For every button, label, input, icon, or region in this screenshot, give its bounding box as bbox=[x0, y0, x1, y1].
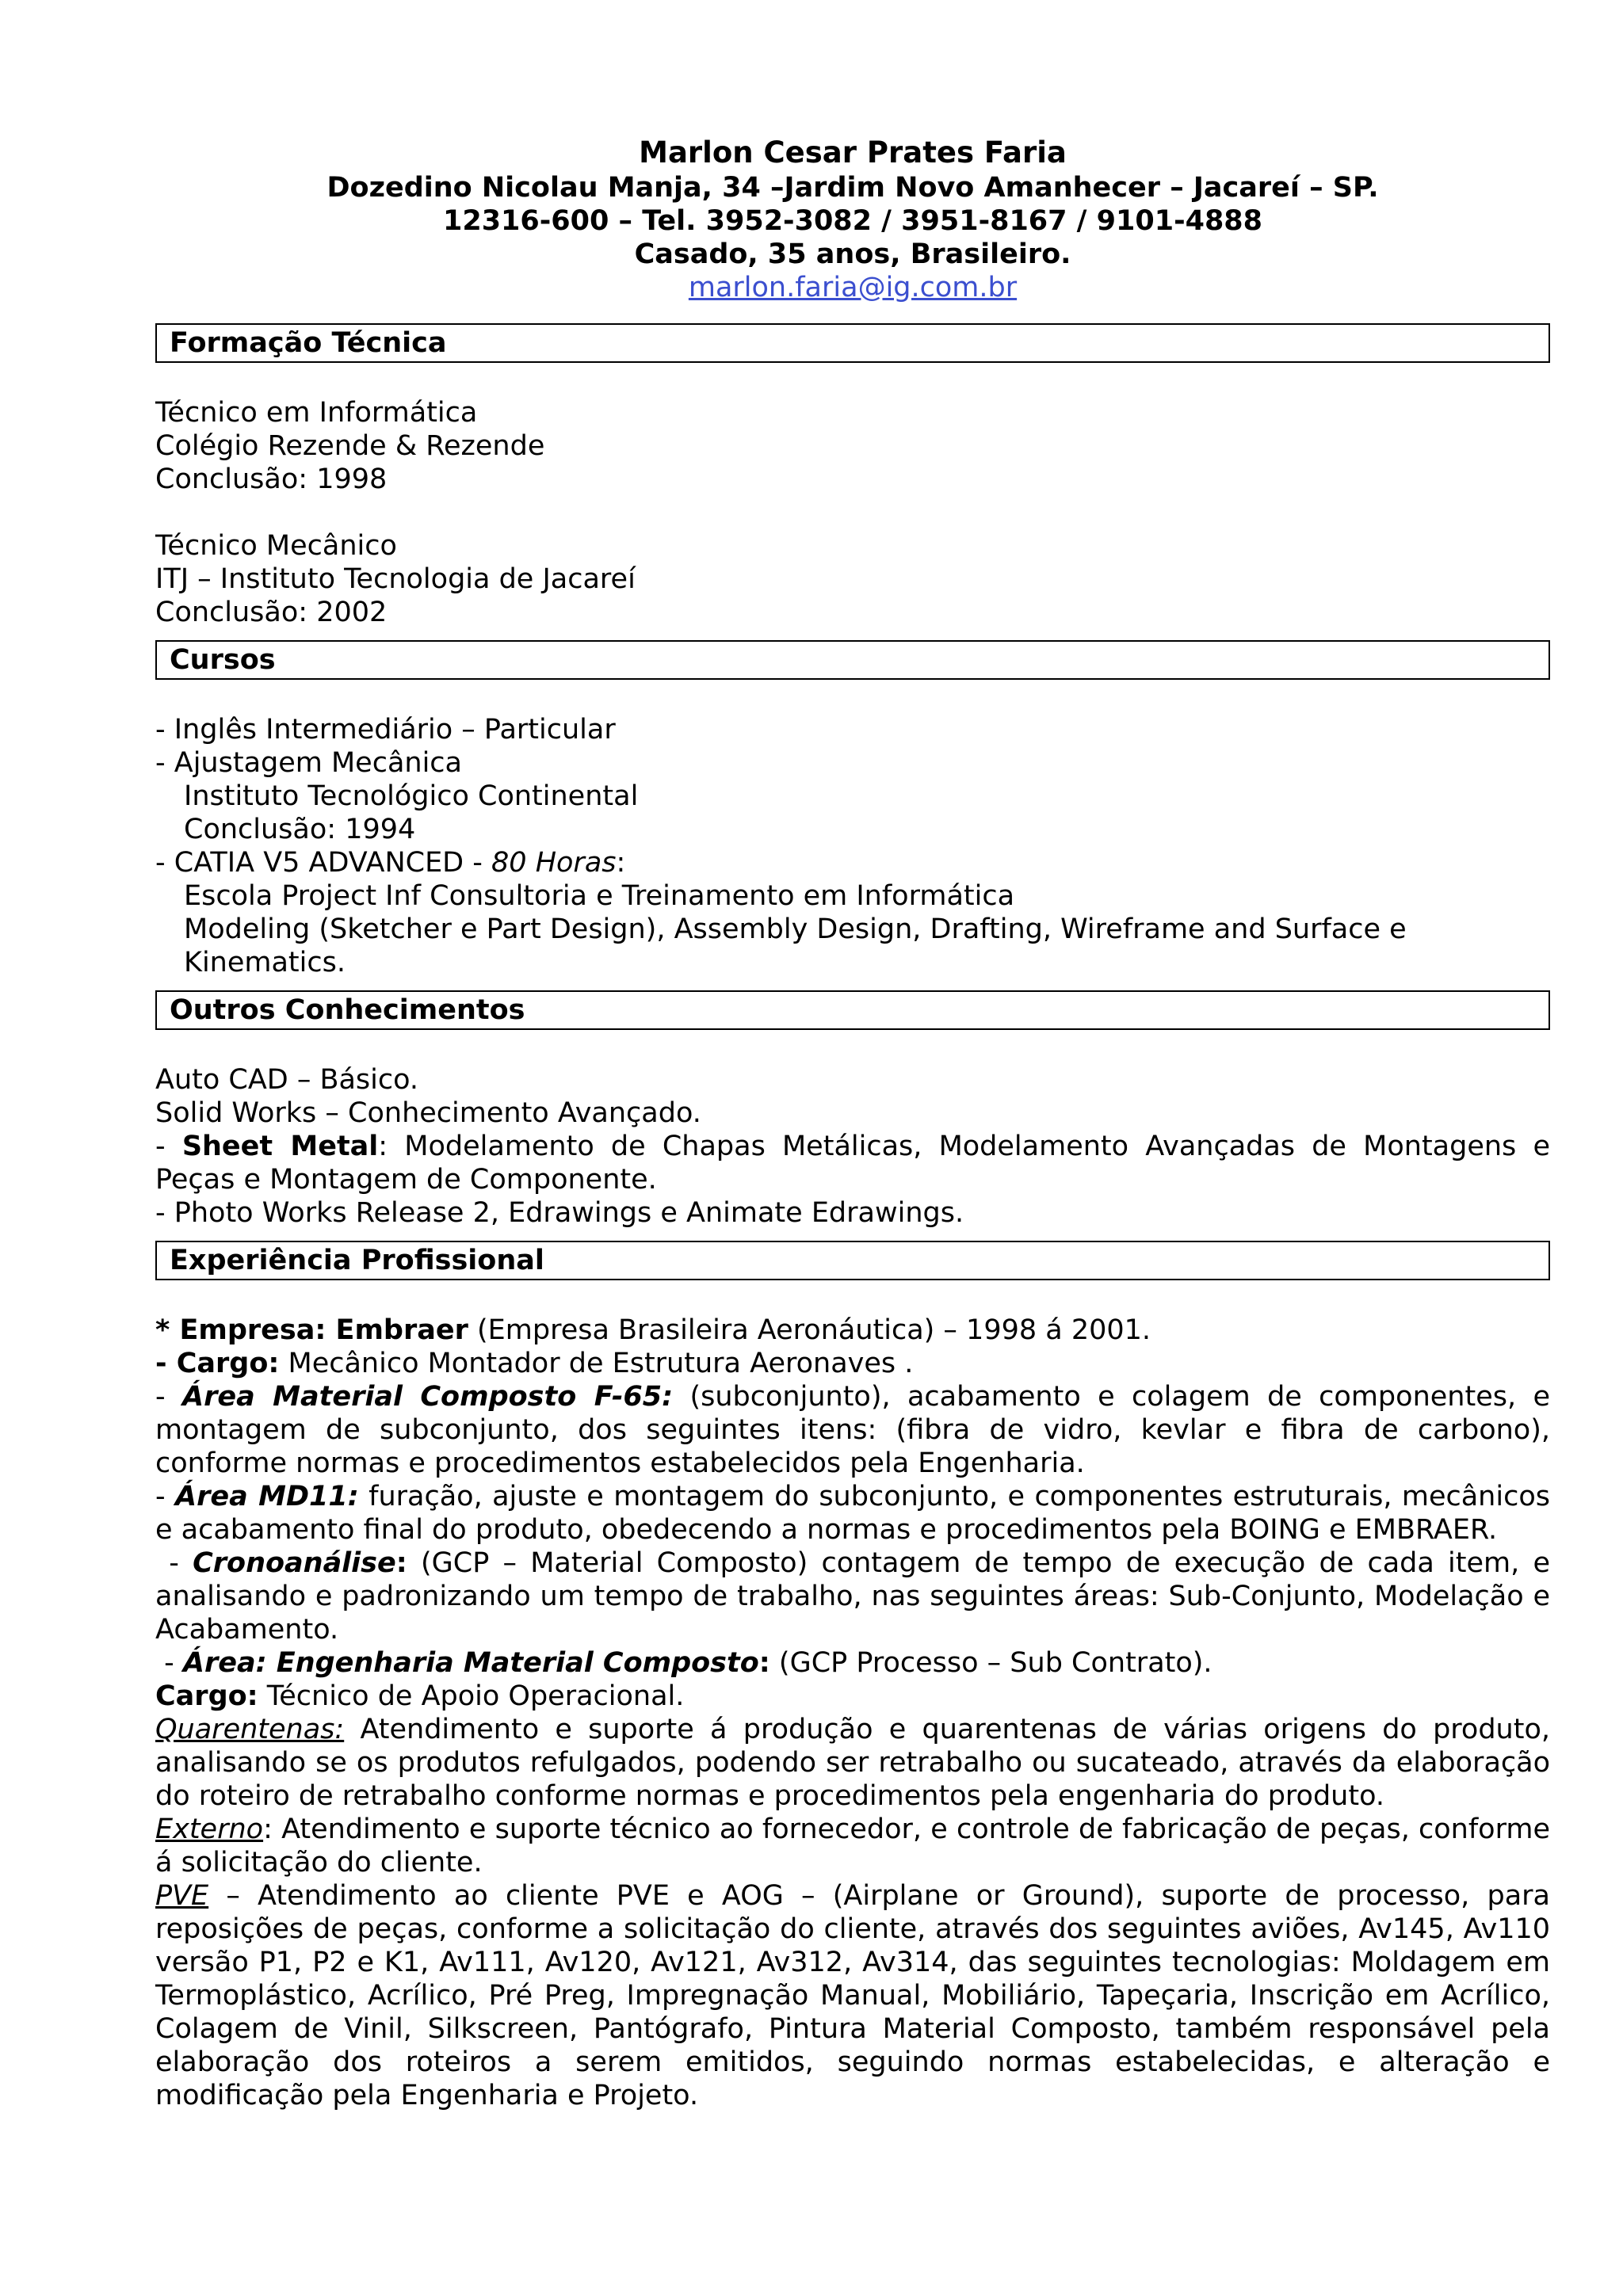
email-link[interactable]: marlon.faria@ig.com.br bbox=[688, 272, 1018, 303]
exp-area-md11: - Área MD11: furação, ajuste e montagem do subconjunto, e componentes estruturais, mecânicos e acabamento final do produto, obedecendo a normas e procedimentos pela BOING e EMBRAER. bbox=[155, 1481, 1550, 1546]
exp-cronoanalise: - Cronoanálise: (GCP – Material Composto) contagem de tempo de execução de cada item, e analisando e padronizando um tempo de trabalho, nas seguintes áreas: Sub-Conjunto, Modelação e Acabamento. bbox=[155, 1547, 1550, 1646]
outros-solidworks: Solid Works – Conhecimento Avançado. bbox=[155, 1097, 701, 1129]
outros-autocad: Auto CAD – Básico. bbox=[155, 1064, 419, 1096]
formacao-school-2: ITJ – Instituto Tecnologia de Jacareí bbox=[155, 563, 636, 595]
curso-catia-school: Escola Project Inf Consultoria e Treinamento em Informática bbox=[184, 880, 1015, 912]
resume-page bbox=[155, 135, 1550, 2112]
exp-area-material-composto: - Área Material Composto F-65: (subconjunto), acabamento e colagem de componentes, e montagem de subconjunto, dos seguintes itens: (fibra de vidro, kevlar e fibra de carbono), conforme normas e procedimentos estabelecidos pela Engenharia. bbox=[155, 1381, 1550, 1479]
curso-catia: - CATIA V5 ADVANCED - 80 Horas: bbox=[155, 847, 626, 879]
resume-header bbox=[155, 135, 1550, 304]
catia-hours: 80 Horas bbox=[491, 847, 617, 879]
curso-ajustagem-conclusion: Conclusão: 1994 bbox=[184, 814, 416, 845]
curso-catia-desc-1: Modeling (Sketcher e Part Design), Assembly Design, Drafting, Wireframe and Surface e bbox=[184, 913, 1407, 945]
formacao-conclusion-2: Conclusão: 2002 bbox=[155, 597, 388, 628]
phone: 12316-600 – Tel. 3952-3082 / 3951-8167 / 9101-4888 bbox=[442, 205, 1263, 237]
formacao-course-2: Técnico Mecânico bbox=[155, 530, 397, 562]
exp-externo: Externo: Atendimento e suporte técnico ao fornecedor, e controle de fabricação de peças, conforme á solicitação do cliente. bbox=[155, 1814, 1550, 1878]
section-outros-conhecimentos: Outros Conhecimentos bbox=[155, 990, 1550, 1030]
outros-photoworks: - Photo Works Release 2, Edrawings e Animate Edrawings. bbox=[155, 1197, 964, 1229]
exp-cargo-2: Cargo: Técnico de Apoio Operacional. bbox=[155, 1680, 685, 1712]
formacao-school-1: Colégio Rezende & Rezende bbox=[155, 430, 545, 462]
exp-empresa: * Empresa: Embraer (Empresa Brasileira Aeronáutica) – 1998 á 2001. bbox=[155, 1314, 1151, 1346]
section-experiencia-profissional: Experiência Profissional bbox=[155, 1241, 1550, 1280]
formacao-conclusion-1: Conclusão: 1998 bbox=[155, 463, 388, 495]
personal-info: Casado, 35 anos, Brasileiro. bbox=[634, 238, 1071, 270]
address: Dozedino Nicolau Manja, 34 –Jardim Novo Amanhecer – Jacareí – SP. bbox=[327, 172, 1379, 204]
curso-catia-desc-2: Kinematics. bbox=[184, 947, 346, 978]
exp-quarentenas: Quarentenas: Atendimento e suporte á produção e quarentenas de várias origens do produto, analisando se os produtos refulgados, podendo ser retrabalho ou sucateado, através da elaboração do roteiro de retrabalho conforme normas e procedimentos pela engenharia do produto. bbox=[155, 1714, 1550, 1812]
curso-ingles: - Inglês Intermediário – Particular bbox=[155, 714, 616, 746]
curso-ajustagem-school: Instituto Tecnológico Continental bbox=[184, 780, 639, 812]
exp-area-engenharia: - Área: Engenharia Material Composto: (GCP Processo – Sub Contrato). bbox=[155, 1647, 1212, 1679]
exp-cargo-1: - Cargo: Mecânico Montador de Estrutura Aeronaves . bbox=[155, 1348, 914, 1379]
candidate-name: Marlon Cesar Prates Faria bbox=[639, 135, 1067, 170]
exp-pve: PVE – Atendimento ao cliente PVE e AOG – (Airplane or Ground), suporte de processo, para reposições de peças, conforme a solicitação do cliente, através dos seguintes aviões, Av145, Av110 versão P1, P2 e K1, Av111, Av120, Av121, Av312, Av314, das seguintes tecnologias: Moldagem em Termoplástico, Acrílico, Pré Preg, Impregnação Manual, Mobiliário, Tapeçaria, Inscrição em Acrílico, Colagem de Vinil, Silkscreen, Pantógrafo, Pintura Material Composto, também responsável pela elaboração dos roteiros a serem emitidos, seguindo normas estabelecidas, e alteração e modificação pela Engenharia e Projeto. bbox=[155, 1880, 1550, 2111]
section-cursos: Cursos bbox=[155, 640, 1550, 680]
outros-sheet-metal: - Sheet Metal: Modelamento de Chapas Metálicas, Modelamento Avançadas de Montagens e Peças e Montagem de Componente. bbox=[155, 1131, 1550, 1196]
formacao-course-1: Técnico em Informática bbox=[155, 397, 478, 429]
curso-ajustagem: - Ajustagem Mecânica bbox=[155, 747, 462, 779]
section-formacao-tecnica: Formação Técnica bbox=[155, 323, 1550, 363]
